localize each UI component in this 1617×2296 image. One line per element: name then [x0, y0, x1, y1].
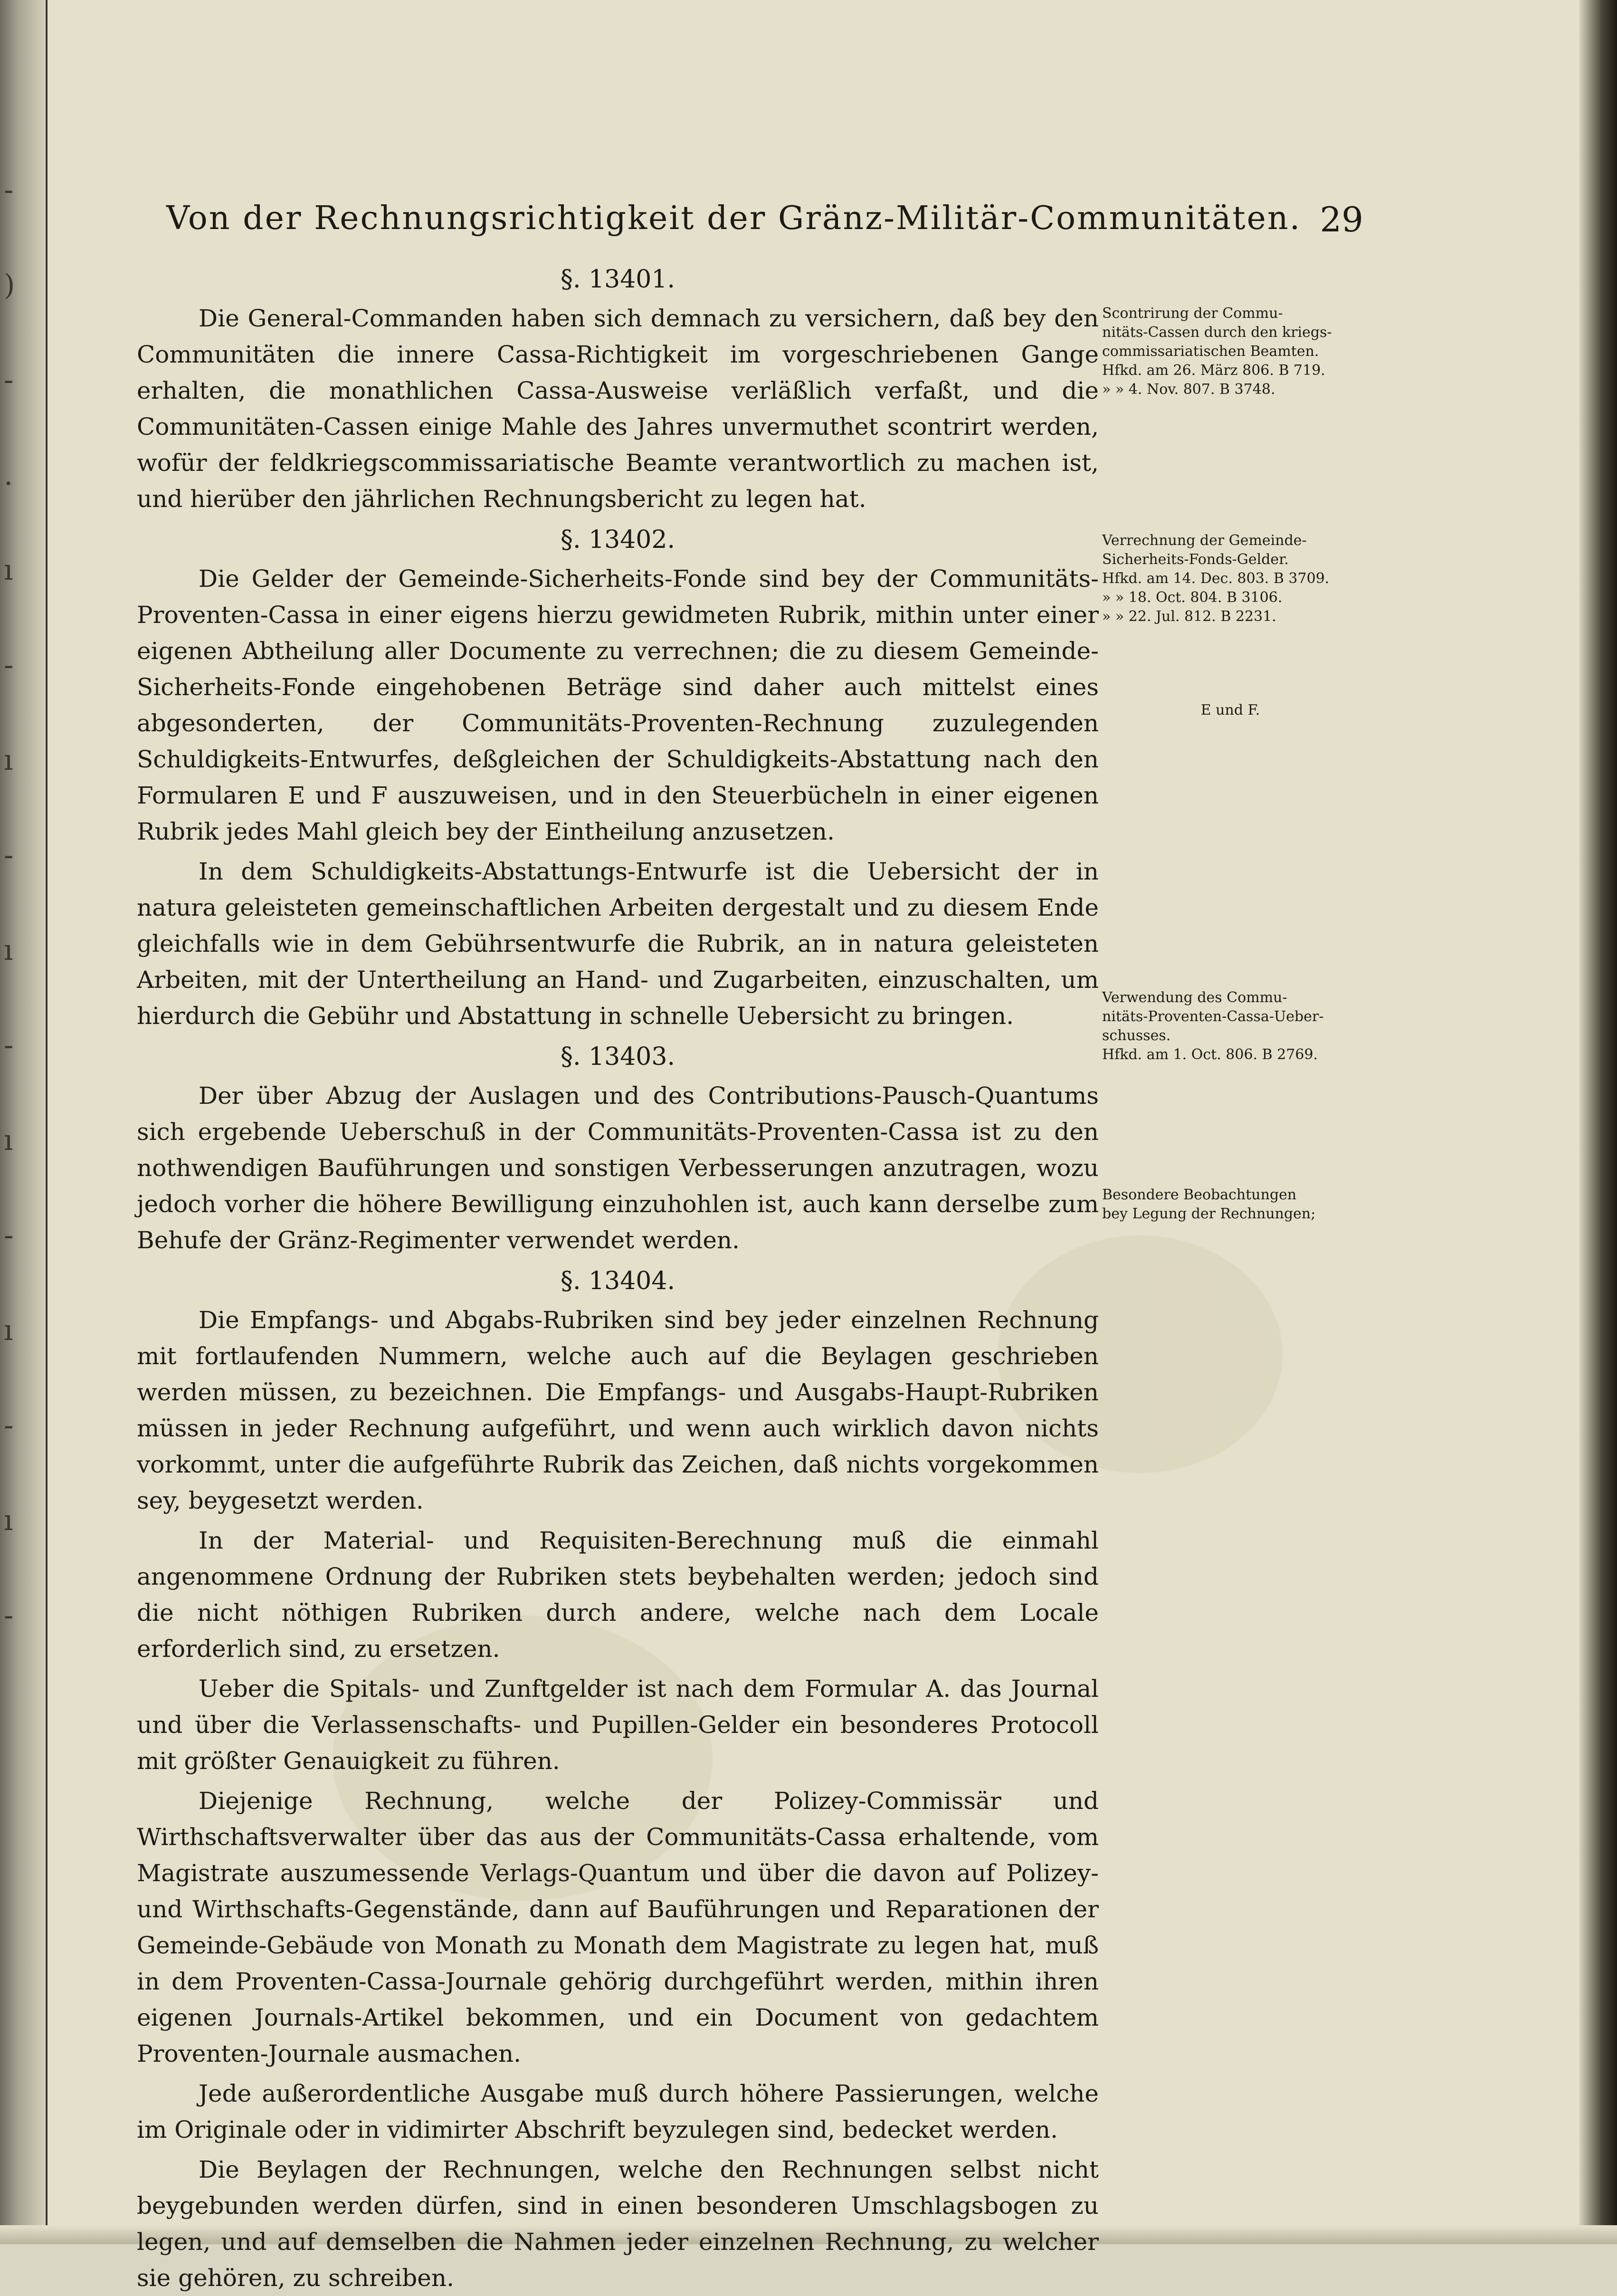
marginal-line: » » 22. Jul. 812. B 2231. [1102, 608, 1276, 625]
marginal-line: bey Legung der Rechnungen; [1102, 1205, 1316, 1222]
marginal-line: Sicherheits-Fonds-Gelder. [1102, 551, 1289, 568]
paragraph: Die General-Commanden haben sich demnach zu versichern, daß bey den Communitäten die innere Cassa-Richtigkeit im vorgeschriebenen Gange erhalten, die monathlichen Cassa-Ausweise verläßlich verfaßt, und die Communitäten-Cassen einige Mahle des Jahres unvermuthet scontrirt werden, wofür der feldkriegscommissariatische Beamte verantwortlich zu machen ist, und hierüber den jährlichen Rechnungsbericht zu legen hat. [137, 305, 1099, 513]
paragraph: Der über Abzug der Auslagen und des Contributions-Pausch-Quantums sich ergebende Ueberschuß in der Communitäts-Proventen-Cassa ist zu den nothwendigen Bauführungen und sonstigen Verbesserungen anzutragen, wozu jedoch vorher die höhere Bewilligung einzuhohlen ist, auch kann derselbe zum Behufe der Gränz-Regimenter verwendet werden. [137, 1082, 1099, 1254]
paragraph: In der Material- und Requisiten-Berechnung muß die einmahl angenommene Ordnung der Rubriken stets beybehalten werden; jedoch sind die nicht nöthigen Rubriken durch andere, welche nach dem Locale erforderlich sind, zu ersetzen. [137, 1527, 1099, 1663]
marginal-line: » » 4. Nov. 807. B 3748. [1102, 381, 1275, 398]
gutter-fold [46, 0, 48, 2244]
paragraph: Jede außerordentliche Ausgabe muß durch höhere Passierungen, welche im Originale oder in vidimirter Abschrift beyzulegen sind, bedecket werden. [137, 2080, 1099, 2143]
marginal-line: » » 18. Oct. 804. B 3106. [1102, 589, 1283, 606]
body-text [137, 257, 1099, 2296]
section-heading: §. 13404. [560, 1267, 675, 1295]
page-edge-shadow [1579, 0, 1617, 2244]
paragraph: In dem Schuldigkeits-Abstattungs-Entwurfe ist die Uebersicht der in natura geleisteten gemeinschaftlichen Arbeiten dergestalt und zu diesem Ende gleichfalls wie in dem Gebührsentwurfe die Rubrik, an in natura geleisteten Arbeiten, mit der Untertheilung an Hand- und Zugarbeiten, einzuschalten, um hierdurch die Gebühr und Abstattung in schnelle Uebersicht zu bringen. [137, 858, 1099, 1030]
marginal-line: Hfkd. am 26. März 806. B 719. [1102, 362, 1325, 379]
marginal-line: Verrechnung der Gemeinde- [1102, 532, 1307, 549]
paragraph: Diejenige Rechnung, welche der Polizey-Commissär und Wirthschaftsverwalter über das aus der Communitäts-Cassa erhaltende, vom Magistrate auszumessende Verlags-Quantum und über die davon auf Polizey- und Wirthschafts-Gegenstände, dann auf Bauführungen und Reparationen der Gemeinde-Gebäude von Monath zu Monath dem Magistrate zu legen hat, muß in dem Proventen-Cassa-Journale gehörig durchgeführt werden, mithin ihren eigenen Journals-Artikel bekommen, und ein Document von gedachtem Proventen-Journale ausmachen. [137, 1787, 1099, 2067]
paragraph: Die Beylagen der Rechnungen, welche den Rechnungen selbst nicht beygebunden werden dürfen, sind in einen besonderen Umschlagsbogen zu legen, und auf demselben die Nahmen jeder einzelnen Rechnung, zu welcher sie gehören, zu schreiben. [137, 2156, 1099, 2292]
section-heading: §. 13401. [560, 265, 675, 294]
marginal-line: schusses. [1102, 1027, 1171, 1044]
paragraph: Die Gelder der Gemeinde-Sicherheits-Fonde sind bey der Communitäts-Proventen-Cassa in einer eigens hierzu gewidmeten Rubrik, mithin unter einer eigenen Abtheilung aller Documente zu verrechnen; die zu diesem Gemeinde-Sicherheits-Fonde eingehobenen Beträge sind daher auch mittelst eines abgesonderten, der Communitäts-Proventen-Rechnung zuzulegenden Schuldigkeits-Entwurfes, deßgleichen der Schuldigkeits-Abstattung nach den Formularen E und F auszuweisen, und in den Steuerbücheln in einer eigenen Rubrik jedes Mahl gleich bey der Eintheilung anzusetzen. [137, 565, 1099, 845]
page-number: 29 [1320, 200, 1363, 239]
marginal-line: E und F. [1200, 702, 1260, 718]
marginal-note [1102, 1186, 1359, 1224]
paragraph: Ueber die Spitals- und Zunftgelder ist nach dem Formular A. das Journal und über die Verlassenschafts- und Pupillen-Gelder ein besonderes Protocoll mit größter Genauigkeit zu führen. [137, 1675, 1099, 1775]
show-through-margin-marks: - ) - . ı - ı - ı - ı - ı - ı - [4, 173, 15, 1632]
paragraph: Die Empfangs- und Abgabs-Rubriken sind bey jeder einzelnen Rechnung mit fortlaufenden Nummern, welche auch auf die Beylagen geschrieben werden müssen, zu bezeichnen. Die Empfangs- und Ausgabs-Haupt-Rubriken müssen in jeder Rechnung aufgeführt, und wenn auch wirklich davon nichts vorkommt, unter die aufgeführte Rubrik das Zeichen, daß nichts vorgekommen sey, beygesetzt werden. [137, 1306, 1099, 1514]
marginal-note-forms [1102, 701, 1359, 720]
marginal-note [1102, 531, 1359, 626]
marginal-line: commissariatischen Beamten. [1102, 343, 1319, 360]
marginal-note [1102, 988, 1359, 1064]
marginal-line: nitäts-Proventen-Cassa-Ueber- [1102, 1008, 1324, 1025]
running-head: Von der Rechnungsrichtigkeit der Gränz-Militär-Communitäten. [166, 200, 1302, 237]
marginal-line: Verwendung des Commu- [1102, 989, 1287, 1006]
section-heading: §. 13403. [560, 1043, 675, 1071]
marginal-note [1102, 304, 1359, 399]
section-heading: §. 13402. [560, 526, 675, 554]
marginal-line: Hfkd. am 14. Dec. 803. B 3709. [1102, 570, 1330, 587]
marginal-line: Scontrirung der Commu- [1102, 305, 1283, 322]
marginal-line: Besondere Beobachtungen [1102, 1186, 1297, 1203]
marginal-line: nitäts-Cassen durch den kriegs- [1102, 324, 1332, 341]
marginal-line: Hfkd. am 1. Oct. 806. B 2769. [1102, 1046, 1318, 1063]
